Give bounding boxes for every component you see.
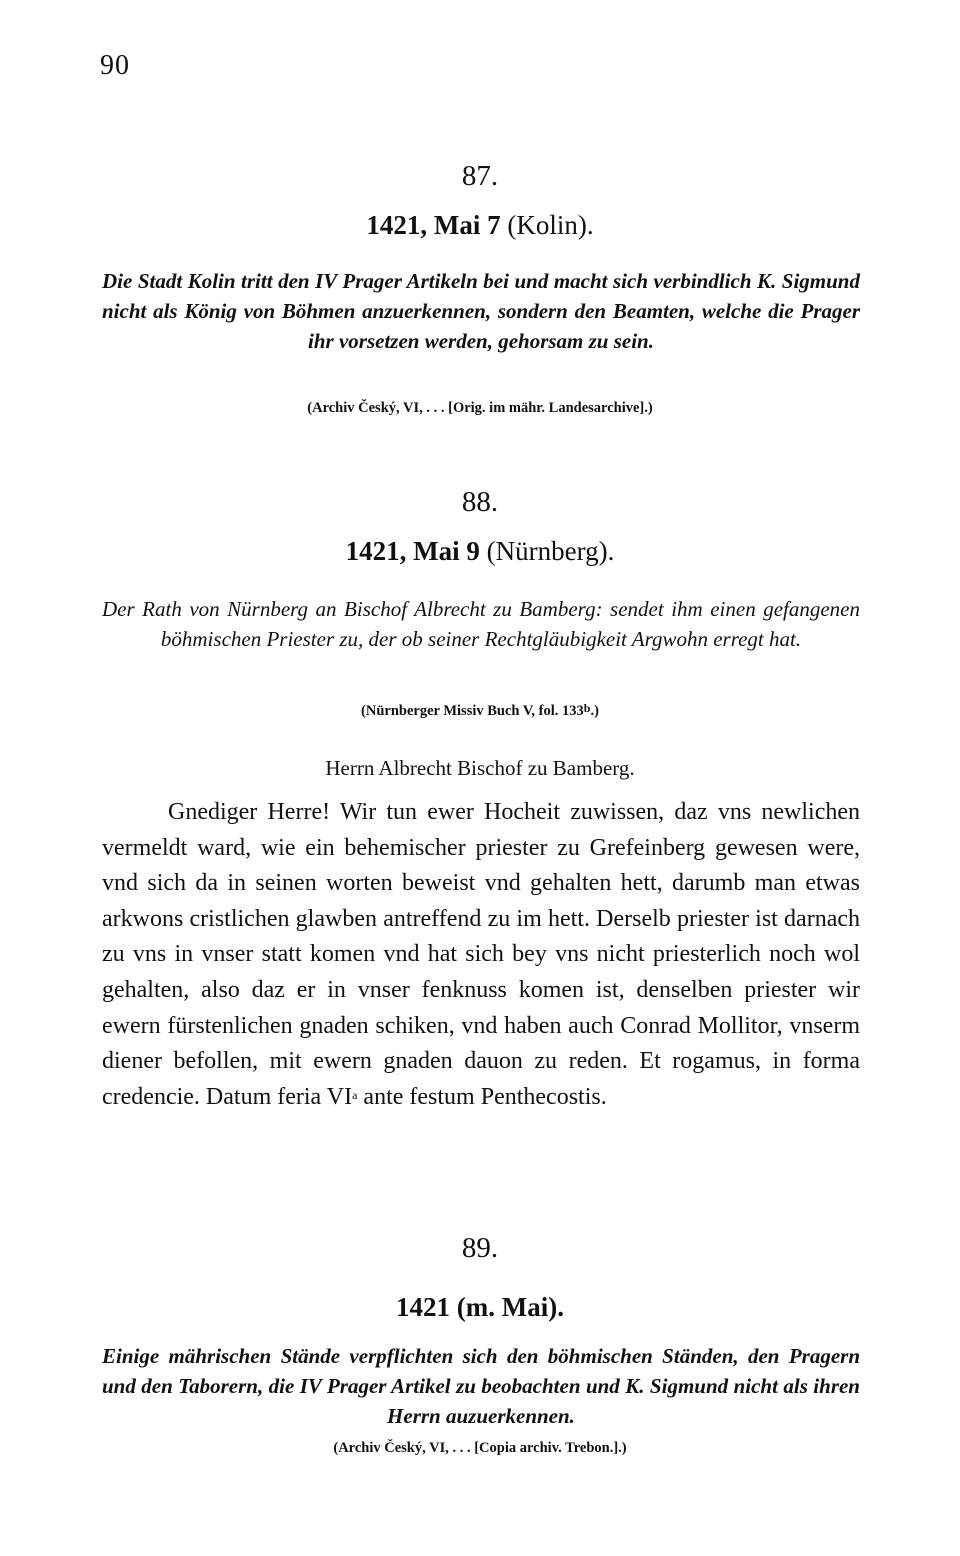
regest-87: Die Stadt Kolin tritt den IV Prager Artikeln bei und macht sich verbindlich K. Sigmund nicht als König von Böhmen anzuerkennen, sondern den Beamten, welche die Prager ihr vorsetzen werden, gehorsam zu sein.	[102, 269, 860, 353]
regest-89: Einige mährischen Stände verpflichten sich den böhmischen Ständen, den Pragern und den Taborern, die IV Prager Artikel zu beobachten und K. Sigmund nicht als ihren Herrn auzuerkennen.	[102, 1344, 860, 1428]
page-number: 90	[100, 50, 130, 81]
source-87: (Archiv Český, VI, . . . [Orig. im mähr. Landesarchive].)	[307, 400, 653, 416]
document-date-89	[0, 1292, 960, 1323]
document-number-87: 87.	[461, 160, 499, 192]
date-full: 1421 (m. Mai).	[396, 1292, 564, 1322]
letter-paragraph	[102, 795, 860, 1115]
letter-text: Gnediger Herre! Wir tun ewer Hocheit zuwissen, daz vns newlichen vermeldt ward, wie ein behemischer priester zu Grefeinberg gewesen were, vnd sich da in seinen worten beweist vnd gehalten hett, darumb man etwas arkwons cristlichen glawben antreffend zu im hett. Derselb priester ist darnach zu vns in vnser statt komen vnd hat sich bey vns nicht priesterlich noch wol gehalten, also daz er in vnser fenknuss komen ist, denselben priester wir ewern fürstenlichen gnaden schiken, vnd haben auch Conrad Mollitor, vnserm diener befollen, mit ewern gnaden dauon zu reden. Et rogamus, in forma credencie. Datum feria VI	[102, 799, 860, 1110]
document-date-87	[0, 210, 960, 241]
document-number-89: 89.	[461, 1232, 499, 1264]
regest-88: Der Rath von Nürnberg an Bischof Albrecht zu Bamberg: sendet ihm einen gefangenen böhmischen Priester zu, der ob seiner Rechtgläubigkeit Argwohn erregt hat.	[102, 597, 860, 651]
letter-address: Herrn Albrecht Bischof zu Bamberg.	[325, 756, 635, 780]
date-year: 1421,	[345, 536, 407, 566]
letter-superscript: a	[352, 1087, 358, 1102]
source-88	[0, 703, 960, 720]
letter-text-end: ante festum Penthecostis.	[357, 1083, 607, 1110]
date-place: (Kolin).	[507, 210, 594, 240]
date-year: 1421,	[366, 210, 428, 240]
date-day: Mai 9	[413, 536, 480, 566]
date-day: Mai 7	[433, 210, 501, 240]
source-superscript: b	[583, 701, 591, 715]
document-date-88	[0, 536, 960, 567]
source-main: (Nürnberger Missiv Buch V, fol. 133	[361, 703, 584, 719]
document-number-88: 88.	[461, 486, 499, 518]
source-89: (Archiv Český, VI, . . . [Copia archiv. Trebon.].)	[333, 1440, 627, 1456]
date-place: (Nürnberg).	[486, 536, 615, 566]
source-end: .)	[590, 703, 599, 719]
letter-body	[102, 795, 860, 1115]
